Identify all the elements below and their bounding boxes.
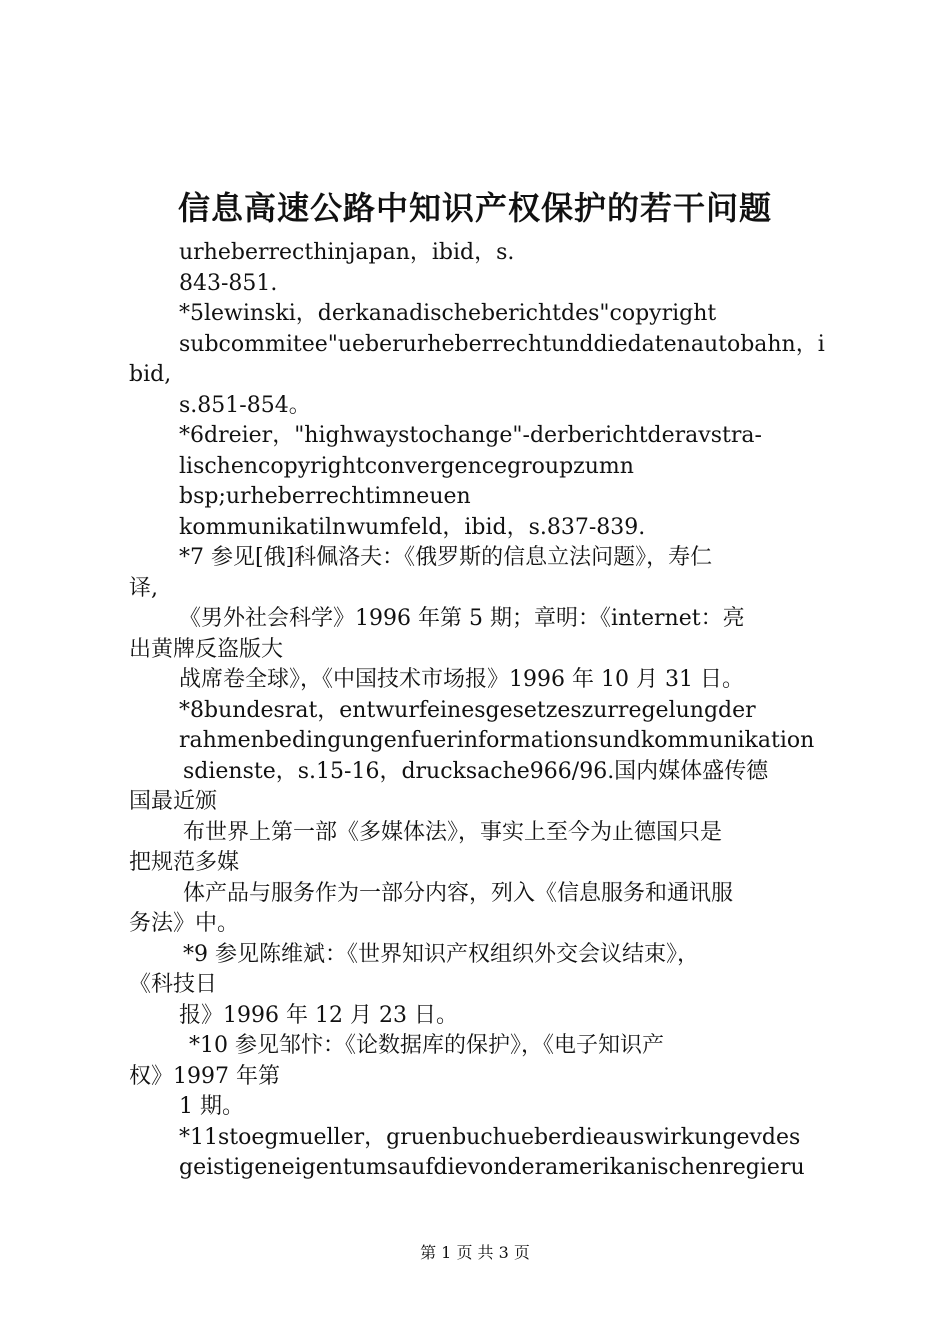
body-text-line: subcommitee"ueberurheberrechtunddiedatenautobahn，i [179,331,825,357]
body-text-line: *11stoegmueller，gruenbuchueberdieauswirkungevdes [179,1124,801,1150]
body-text-line: *7 参见[俄]科佩洛夫：《俄罗斯的信息立法问题》，寿仁 [179,545,713,570]
body-text-line: 务法》中。 [129,911,240,936]
body-text-line: lischencopyrightconvergencegroupzumn [179,453,634,479]
body-text-line: 《男外社会科学》1996 年第 5 期；章明：《internet：亮 [179,606,745,631]
body-text-line: sdienste，s.15-16，drucksache966/96.国内媒体盛传德 [183,758,769,784]
body-text-line: 报》1996 年 12 月 23 日。 [179,1002,458,1028]
document-body [129,238,834,1184]
body-text-line: 843-851. [179,270,278,296]
body-text-line: bid, [129,362,172,387]
body-text-line: *6dreier，"highwaystochange"-derberichtderavstra- [179,423,762,448]
body-text-line: kommunikatilnwumfeld，ibid，s.837-839. [179,514,646,540]
body-text-line: *5lewinski，derkanadischeberichtdes"copyright [179,301,717,326]
body-text-line: *10 参见邹忭：《论数据库的保护》，《电子知识产 [189,1033,664,1058]
body-text-line: s.851-854。 [179,392,311,418]
body-text-line: 《科技日 [129,972,218,997]
body-text-line: 译, [129,575,158,601]
body-text-line: *8bundesrat，entwurfeinesgesetzeszurregelungder [179,697,756,723]
body-text-line: bsp;urheberrechtimneuen [179,484,471,509]
body-text-line: *9 参见陈维斌：《世界知识产权组织外交会议结束》， [183,941,699,967]
page-footer: 第 1 页 共 3 页 [420,1243,530,1262]
document-title: 信息高速公路中知识产权保护的若干问题 [177,189,772,227]
body-text-line: 权》1997 年第 [129,1063,280,1089]
body-text-line: 国最近颁 [129,789,218,814]
body-text-line: rahmenbedingungenfuerinformationsundkommunikation [179,728,815,753]
body-text-line: 出黄牌反盗版大 [129,636,284,662]
body-text-line: 1 期。 [179,1094,244,1119]
body-text-line: 布世界上第一部《多媒体法》，事实上至今为止德国只是 [183,819,723,845]
body-text-line: geistigeneigentumsaufdievonderamerikanischenregieru [179,1155,805,1180]
body-text-line: 体产品与服务作为一部分内容，列入《信息服务和通讯服 [183,880,734,906]
body-text-line: urheberrecthinjapan，ibid，s. [179,240,515,265]
body-text-line: 战席卷全球》，《中国技术市场报》1996 年 10 月 31 日。 [179,667,744,692]
body-text-line: 把规范多媒 [129,850,240,875]
